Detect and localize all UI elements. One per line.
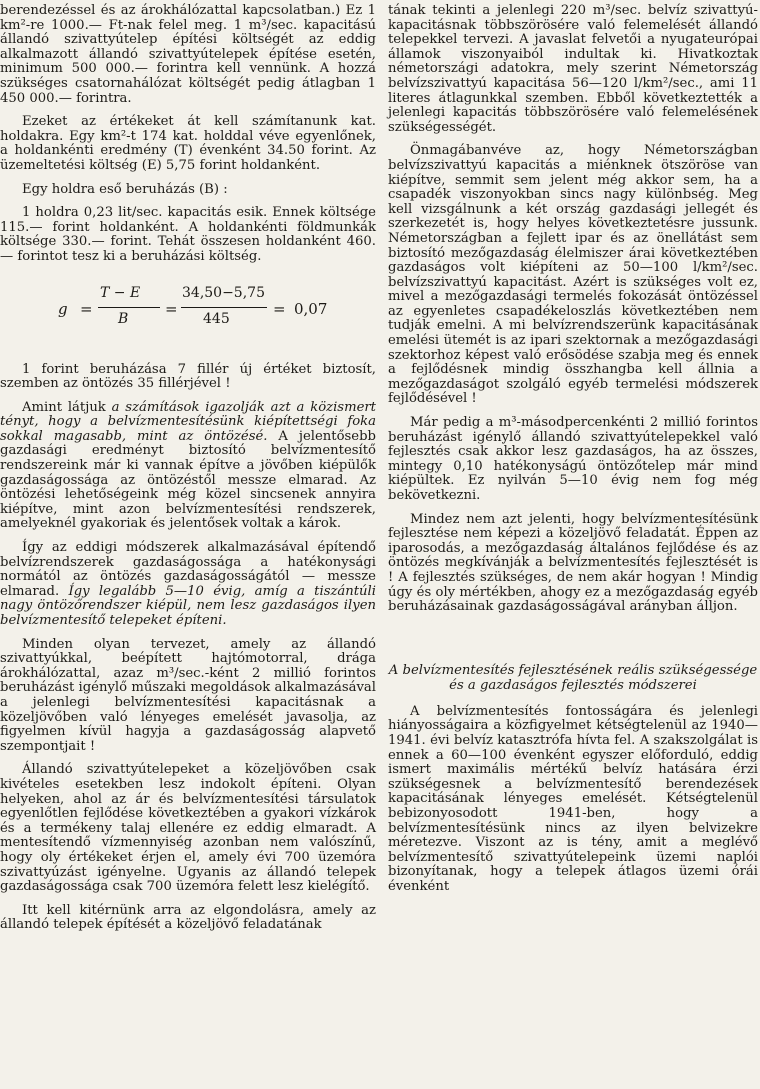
paragraph xyxy=(0,401,376,532)
formula-numerator-values: 34,50−5,75 xyxy=(182,284,265,301)
fraction-bar xyxy=(98,307,160,308)
formula-result: 0,07 xyxy=(294,299,328,318)
emphasis-text: Így legalább 5—10 évig, amíg a tiszántúli nagy öntözőrendszer kiépül, nem lesz gazdaságos ilyen belvízmentesítő telepeket építeni. xyxy=(0,583,376,628)
formula-equals: = xyxy=(165,299,178,318)
formula-equals: = xyxy=(273,299,286,318)
paragraph: Itt kell kitérnünk arra az elgondolásra, amely az állandó telepek építését a közeljövő feladatának xyxy=(0,902,376,933)
paragraph xyxy=(0,541,376,629)
paragraph: berendezéssel és az árokhálózattal kapcsolatban.) Ez 1 km²-re 1000.— Ft-nak felel meg. 1 m³/sec. kapacitású állandó szivattyútelep építési költségét az eddig alkalmazott állandó szivattyútelepek építése esetén, minimum 500 000.— forintra kell vennünk. A hozzá szükséges csatornahálózat költségét pedig átlagban 1 450 000.— forintra. xyxy=(0,3,376,106)
formula-numerator: T − E xyxy=(100,284,141,301)
paragraph: 1 holdra 0,23 lit/sec. kapacitás esik. Ennek költsége 115.— forint holdanként. A holdankénti földmunkák költsége 330.— forint. Tehát összesen holdanként 460.— forintot tesz ki a beruházási költség. xyxy=(0,205,376,264)
paragraph: Minden olyan tervezet, amely az állandó szivattyúkkal, beépített hajtómotorral, drága árokhálózattal, azaz m³/sec.-ként 2 millió forintos beruházást igénylő műszaki megoldások alkalmazásával a jelenlegi belvízmentesítési kapacitásnak a közeljövőben való lényeges emelését javasolja, az figyelmen kívül hagyja a gazdaságosság alapvető szempontjait ! xyxy=(0,636,376,754)
left-column xyxy=(0,4,376,942)
paragraph: Állandó szivattyútelepeket a közeljövőben csak kivételes esetekben lesz indokolt építeni. Olyan helyeken, ahol az ár és belvízmentesítési társulatok egyenlőtlen fejlődése következtében a gyakori vízkárok és a termékeny talaj ellenére ez eddig elmaradt. A mentesítendő vízmennyiség azonban nem valószínű, hogy oly értékeket érjen el, amely évi 700 üzemóra szivattyúzást igényelne. Ugyanis az állandó telepek gazdaságossága csak 700 üzemóra felett lesz kielégítő. xyxy=(0,762,376,895)
formula-symbol-g: g xyxy=(58,299,68,318)
paragraph: Ezeket az értékeket át kell számítanunk kat. holdakra. Egy km²-t 174 kat. holddal véve egyenlőnek, a holdankénti eredmény (T) évenként 34.50 forint. Az üzemeltetési költség (E) 5,75 forint holdanként. xyxy=(0,114,376,173)
fraction-bar xyxy=(181,307,267,308)
paragraph: Önmagábanvéve az, hogy Németországban belvízszivattyú kapacitás a miénknek ötszöröse van kiépítve, semmit sem jelent még akkor sem, ha a csapadék viszonyokban sincs nagy különbség. Meg kell vizsgálnunk a két ország gazdasági jellegét és szerkezetét is, hogy helyes következtetésre jussunk. Németországban a fejlett ipar és az önellátást sem biztosító mezőgazdaság élelmiszer árai következtében gazdaságos volt kiépíteni az 50—100 l/km²/sec. belvízszivattyú kapacitást. Azért is szükséges volt ez, mivel a mezőgazdasági termelés fokozását öntözéssel az egyenletes csapadékeloszlás következtében nem tudják emelni. A mi belvízrendszerünk kapacitásának emelési ütemét is az ipari szektornak a mezőgazdasági szektorhoz képest való erősödése szabja meg és ennek a fejlődésnek mindig összhangba kell állnia a mezőgazdaságot szolgáló egyéb termelési módszerek fejlődésével ! xyxy=(388,143,758,407)
paragraph: 1 forint beruházása 7 fillér új értéket biztosít, szemben az öntözés 35 fillérjével ! xyxy=(0,361,376,392)
section-title: A belvízmentesítés fejlesztésének reális szükségessége és a gazdaságos fejlesztés módszerei xyxy=(388,662,758,693)
formula-equals: = xyxy=(80,299,93,318)
paragraph: Egy holdra eső beruházás (B) : xyxy=(22,181,228,197)
text-run: A jelentősebb gazdasági eredményt biztosító belvízmentesítő rendszereink már ki vannak építve a jövőben kiépülők gazdaságossága az öntözéstől messze elmarad. Az öntözési lehetőségeink még közel sincsenek annyira kiépítve, mint azon belvízmentesítési rendszerek, amelyeknél gyakoriak és jelentősek voltak a károk. xyxy=(0,428,376,532)
paragraph: A belvízmentesítés fontosságára és jelenlegi hiányosságaira a közfigyelmet kétségtelenül az 1940—1941. évi belvíz katasztrófa hívta fel. A szakszolgálat is ennek a 60—100 évenként egyszer előforduló, eddig ismert maximális mértékű belvíz hatására érzi szükségesnek a belvízmentesítő berendezések kapacitásának lényeges emelését. Kétségtelenül bebizonyosodott 1941-ben, hogy a belvízmentesítésünk nincs az ilyen belvizekre méretezve. Viszont az is tény, amit a meglévő belvízmentesítő szivattyútelepeink üzemi naplói bizonyítanak, hogy a telepek átlagos üzemi órái évenként xyxy=(388,703,758,894)
paragraph: tának tekinti a jelenlegi 220 m³/sec. belvíz szivattyú-kapacitásnak többszörösére való felemelését állandó telepekkel tervezi. A javaslat felvetői a nyugateurópai államok viszonyaiból indultak ki. Hivatkoztak németországi adatokra, mely szerint Németország belvízszivattyú kapacitása 56—120 l/km²/sec., ami 11 literes átlagunkkal szemben. Ebből következtették a jelenlegi kapacitás többszörösére való felemelésének szükségességét. xyxy=(388,3,758,135)
paragraph: Már pedig a m³-másodpercenkénti 2 millió forintos beruházást igénylő állandó szivattyútelepekkel való fejlesztés csak akkor lesz gazdaságos, ha az összes, mintegy 0,10 hatékonyságú öntözőtelep már mind kiépültek. Ez nyilván 5—10 évig nem fog még bekövetkezni. xyxy=(388,415,758,503)
right-column xyxy=(388,4,758,903)
formula-denominator: B xyxy=(118,310,129,327)
efficiency-formula xyxy=(0,277,376,343)
emphasis-text: a számítások igazolják azt a közismert tényt, hogy a belvízmentesítésünk kiépítettségi foka sokkal magasabb, mint az öntözésé. xyxy=(0,399,376,444)
text-run: Amint látjuk xyxy=(22,399,112,415)
formula-denominator-value: 445 xyxy=(203,310,230,327)
text-run: Így az eddigi módszerek alkalmazásával építendő belvízrendszerek gazdaságossága a hatékonysági normától az öntözés gazdaságosságától — messze elmarad. xyxy=(0,540,376,599)
paragraph: Mindez nem azt jelenti, hogy belvízmentesítésünk fejlesztése nem képezi a közeljövő feladatát. Éppen az iparosodás, a mezőgazdaság általános fejlődése és az öntözés megkívánják a belvízmentesítés fejlesztését is ! A fejlesztés szükséges, de nem akár hogyan ! Mindig úgy és oly mértékben, ahogy ez a mezőgazdaság egyéb beruházásainak gazdaságosságával arányban álljon. xyxy=(388,511,758,615)
